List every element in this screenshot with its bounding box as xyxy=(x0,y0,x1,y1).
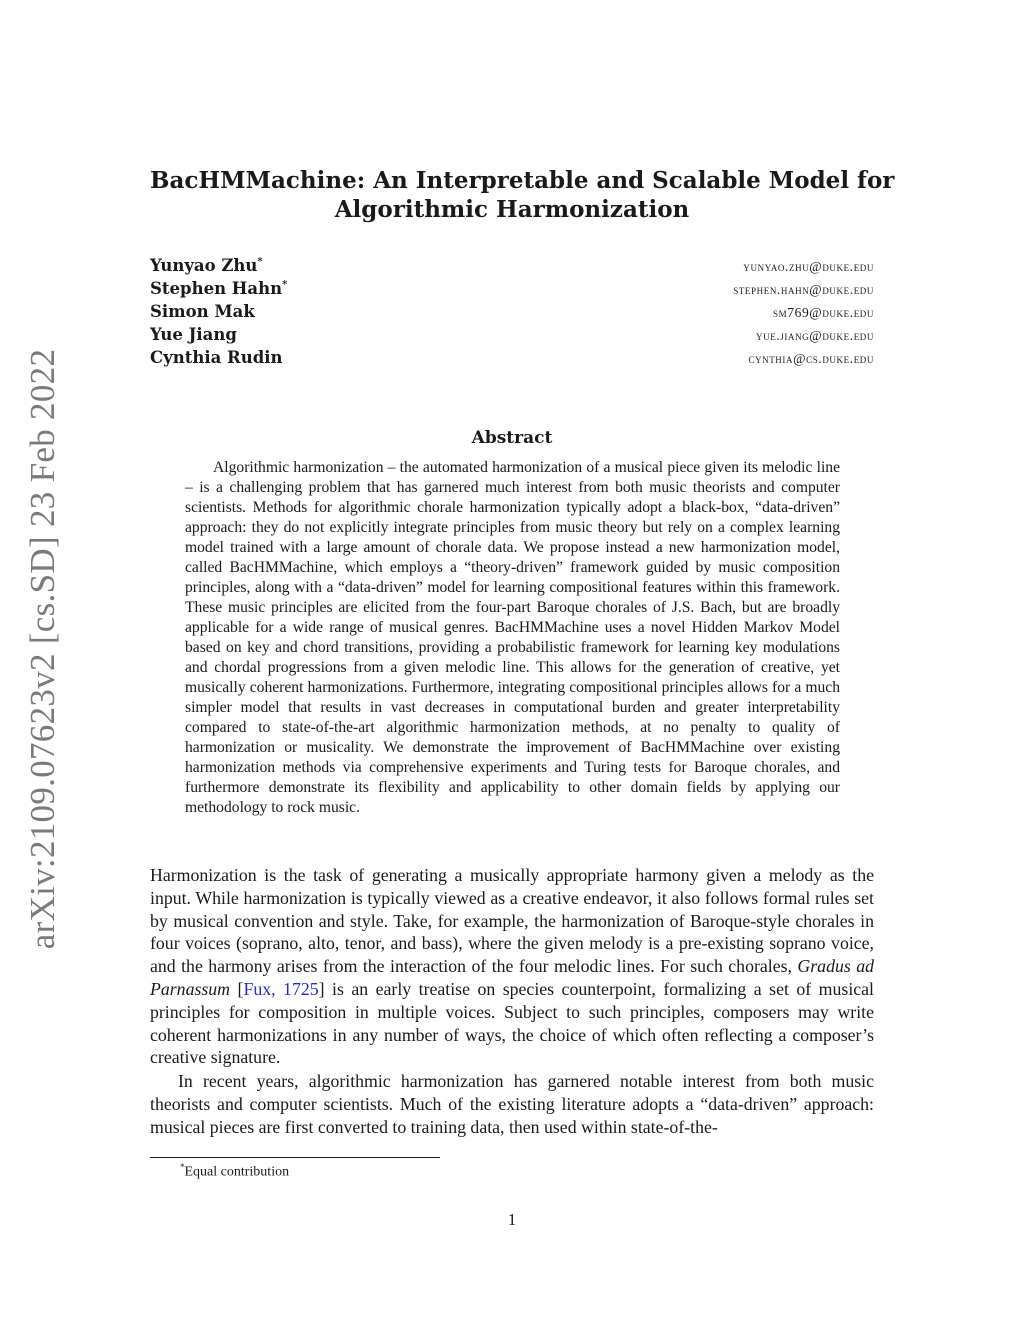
intro-paragraph-1: Harmonization is the task of generating a musically appropriate harmony given a melody as the input. While harmonization is typically viewed as a creative endeavor, it also follows formal rules set by musical convention and style. Take, for example, the harmonization of Baroque-style chorales in four voices (soprano, alto, tenor, and bass), where the given melody is a pre-existing soprano voice, and the harmony arises from the interaction of the four melodic lines. For such chorales, Gradus ad Parnassum [Fux, 1725] is an early treatise on species counterpoint, formalizing a set of musical principles for composition in multiple voices. Subject to such principles, composers may write coherent harmonizations in any number of ways, the choice of which often reflecting a composer’s creative signature. xyxy=(150,865,874,1068)
arxiv-identifier-text: arXiv:2109.07623v2 [cs.SD] 23 Feb 2022 xyxy=(23,348,62,950)
author-email: yunyao.zhu@duke.edu xyxy=(743,259,874,274)
abstract-text: Algorithmic harmonization – the automated harmonization of a musical piece given its melodic line – is a challenging problem that has garnered much interest from both music theorists and computer scientists. Methods for algorithmic chorale harmonization typically adopt a black-box, “data-driven” approach: they do not explicitly integrate principles from music theory but rely on a complex learning model trained with a large amount of chorale data. We propose instead a new harmonization model, called BacHMMachine, which employs a “theory-driven” framework guided by music composition principles, along with a “data-driven” model for learning compositional features within this framework. These music principles are elicited from the four-part Baroque chorales of J.S. Bach, but are broadly applicable for a wide range of musical genres. BacHMMachine uses a novel Hidden Markov Model based on key and chord transitions, providing a probabilistic framework for learning key modulations and chordal progressions from a given melodic line. This allows for the generation of creative, yet musically coherent harmonizations. Furthermore, integrating compositional principles allows for a much simpler model that results in vast decreases in computational burden and greater interpretability compared to state-of-the-art algorithmic harmonization methods, at no penalty to quality of harmonization or musicality. We demonstrate the improvement of BacHMMachine over existing harmonization methods via comprehensive experiments and Turing tests for Baroque chorales, and furthermore demonstrate its flexibility and applicability to other domain fields by applying our methodology to rock music. xyxy=(185,459,840,816)
author-row xyxy=(150,256,874,279)
author-row xyxy=(150,279,874,302)
footnote-text: Equal contribution xyxy=(184,1164,290,1180)
author-row xyxy=(150,348,874,371)
author-email: sm769@duke.edu xyxy=(773,305,874,320)
author-name: Simon Mak xyxy=(150,302,255,321)
author-row xyxy=(150,302,874,325)
paper-title-line-1: BacHMMachine: An Interpretable and Scalable Model for xyxy=(150,167,895,194)
page-number: 1 xyxy=(507,1210,517,1229)
author-email: stephen.hahn@duke.edu xyxy=(733,282,874,297)
author-name: Yunyao Zhu* xyxy=(150,256,263,275)
author-name: Cynthia Rudin xyxy=(150,348,283,367)
equal-contribution-mark: * xyxy=(257,256,263,268)
author-email: yue.jiang@duke.edu xyxy=(756,328,874,343)
paper-title xyxy=(150,166,895,224)
equal-contribution-mark: * xyxy=(282,279,288,291)
intro-paragraph-2: In recent years, algorithmic harmonization has garnered notable interest from both music theorists and computer scientists. Much of the existing literature adopts a “data-driven” approach: musical pieces are first converted to training data, then used within state-of-the- xyxy=(150,1071,874,1137)
author-row xyxy=(150,325,874,348)
author-list xyxy=(150,256,874,371)
arxiv-identifier-stamp xyxy=(0,0,80,1325)
paper-title-line-2: Algorithmic Harmonization xyxy=(334,196,690,223)
author-name: Stephen Hahn* xyxy=(150,279,288,298)
author-email: cynthia@cs.duke.edu xyxy=(748,351,874,366)
author-name: Yue Jiang xyxy=(150,325,237,344)
footnote-divider xyxy=(150,1157,440,1158)
abstract-heading: Abstract xyxy=(471,428,553,448)
footnote xyxy=(180,1162,289,1181)
citation-link-fux[interactable]: Fux, 1725 xyxy=(243,978,319,999)
treatise-title: Gradus ad Parnassum xyxy=(150,956,874,999)
footnote-mark: * xyxy=(180,1162,185,1172)
